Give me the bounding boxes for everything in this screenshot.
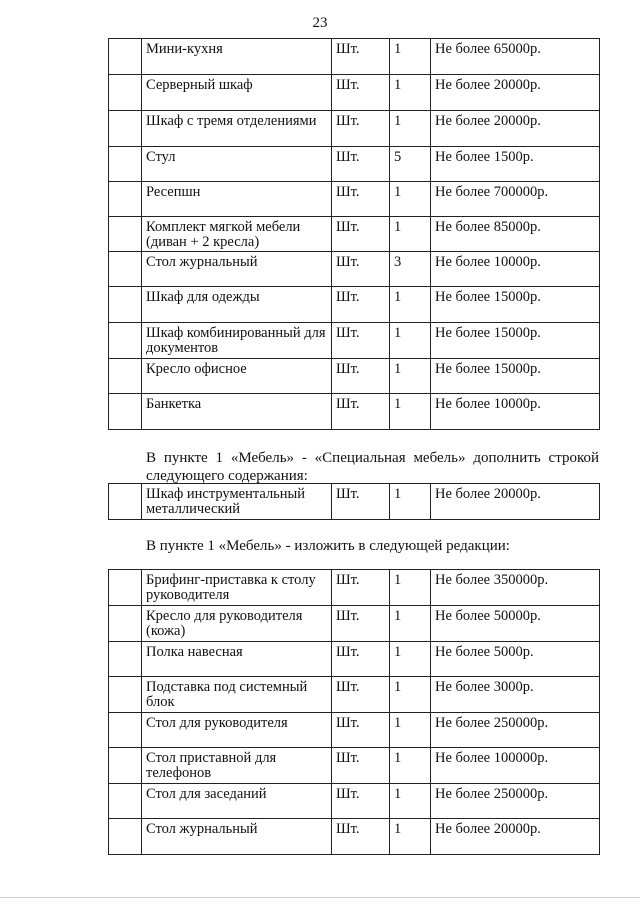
table-row	[109, 819, 600, 855]
item-quantity: 1	[390, 484, 431, 520]
table-row	[109, 217, 600, 252]
table-row	[109, 784, 600, 819]
item-unit: Шт.	[332, 287, 390, 323]
item-name: Серверный шкаф	[142, 75, 332, 111]
table-row	[109, 252, 600, 287]
item-price: Не более 20000р.	[431, 484, 600, 520]
table-row	[109, 570, 600, 606]
table-row	[109, 359, 600, 394]
index-cell	[109, 394, 142, 430]
item-price: Не более 15000р.	[431, 287, 600, 323]
table-row	[109, 39, 600, 75]
item-quantity: 1	[390, 75, 431, 111]
item-name: Стол для заседаний	[142, 784, 332, 819]
paragraph-text: В пункте 1 «Мебель» - «Специальная мебель» дополнить строкой следующего содержания:	[146, 450, 599, 484]
table-row	[109, 713, 600, 748]
item-price: Не более 250000р.	[431, 784, 600, 819]
item-unit: Шт.	[332, 252, 390, 287]
item-quantity: 1	[390, 323, 431, 359]
item-quantity: 1	[390, 819, 431, 855]
paragraph-special-furniture	[108, 449, 599, 485]
item-name: Мини-кухня	[142, 39, 332, 75]
scan-edge-divider	[0, 897, 640, 898]
item-quantity: 1	[390, 394, 431, 430]
index-cell	[109, 359, 142, 394]
table-row	[109, 484, 600, 520]
table-row	[109, 182, 600, 217]
item-price: Не более 20000р.	[431, 111, 600, 147]
item-unit: Шт.	[332, 217, 390, 252]
index-cell	[109, 606, 142, 642]
item-unit: Шт.	[332, 642, 390, 677]
index-cell	[109, 287, 142, 323]
item-price: Не более 100000р.	[431, 748, 600, 784]
item-unit: Шт.	[332, 147, 390, 182]
item-price: Не более 50000р.	[431, 606, 600, 642]
item-unit: Шт.	[332, 323, 390, 359]
item-quantity: 1	[390, 217, 431, 252]
item-price: Не более 1500р.	[431, 147, 600, 182]
item-unit: Шт.	[332, 39, 390, 75]
item-name: Стол журнальный	[142, 819, 332, 855]
index-cell	[109, 111, 142, 147]
item-unit: Шт.	[332, 75, 390, 111]
table-row	[109, 323, 600, 359]
item-quantity: 1	[390, 287, 431, 323]
item-name: Стол приставной для телефонов	[142, 748, 332, 784]
item-price: Не более 20000р.	[431, 819, 600, 855]
index-cell	[109, 39, 142, 75]
item-quantity: 1	[390, 570, 431, 606]
item-price: Не более 15000р.	[431, 323, 600, 359]
furniture-table-2	[108, 483, 600, 520]
item-quantity: 1	[390, 784, 431, 819]
item-price: Не более 700000р.	[431, 182, 600, 217]
item-quantity: 1	[390, 748, 431, 784]
furniture-table-3	[108, 569, 600, 855]
item-name: Подставка под системный блок	[142, 677, 332, 713]
item-quantity: 1	[390, 642, 431, 677]
item-unit: Шт.	[332, 394, 390, 430]
index-cell	[109, 570, 142, 606]
item-quantity: 1	[390, 111, 431, 147]
item-name: Стол для руководителя	[142, 713, 332, 748]
item-name: Шкаф с тремя отделениями	[142, 111, 332, 147]
index-cell	[109, 784, 142, 819]
item-quantity: 1	[390, 182, 431, 217]
item-price: Не более 10000р.	[431, 252, 600, 287]
item-quantity: 1	[390, 359, 431, 394]
item-name: Шкаф для одежды	[142, 287, 332, 323]
item-unit: Шт.	[332, 484, 390, 520]
item-name: Кресло офисное	[142, 359, 332, 394]
table-row	[109, 748, 600, 784]
item-name: Шкаф инструментальный металлический	[142, 484, 332, 520]
table-row	[109, 147, 600, 182]
item-unit: Шт.	[332, 713, 390, 748]
item-name: Шкаф комбинированный для документов	[142, 323, 332, 359]
item-name: Банкетка	[142, 394, 332, 430]
item-name: Кресло для руководителя (кожа)	[142, 606, 332, 642]
item-price: Не более 350000р.	[431, 570, 600, 606]
index-cell	[109, 819, 142, 855]
item-price: Не более 5000р.	[431, 642, 600, 677]
item-price: Не более 15000р.	[431, 359, 600, 394]
item-unit: Шт.	[332, 359, 390, 394]
item-name: Комплект мягкой мебели (диван + 2 кресла)	[142, 217, 332, 252]
index-cell	[109, 713, 142, 748]
item-unit: Шт.	[332, 570, 390, 606]
item-unit: Шт.	[332, 182, 390, 217]
item-unit: Шт.	[332, 819, 390, 855]
item-unit: Шт.	[332, 748, 390, 784]
furniture-table-1	[108, 38, 600, 430]
item-price: Не более 3000р.	[431, 677, 600, 713]
item-price: Не более 85000р.	[431, 217, 600, 252]
item-quantity: 1	[390, 677, 431, 713]
item-price: Не более 250000р.	[431, 713, 600, 748]
item-name: Полка навесная	[142, 642, 332, 677]
item-unit: Шт.	[332, 111, 390, 147]
item-unit: Шт.	[332, 784, 390, 819]
table-row	[109, 75, 600, 111]
index-cell	[109, 182, 142, 217]
table-row	[109, 394, 600, 430]
index-cell	[109, 642, 142, 677]
item-quantity: 1	[390, 713, 431, 748]
page-number: 23	[312, 15, 328, 31]
paragraph-text: В пункте 1 «Мебель» - изложить в следующей редакции:	[146, 538, 510, 554]
item-price: Не более 10000р.	[431, 394, 600, 430]
index-cell	[109, 147, 142, 182]
item-quantity: 5	[390, 147, 431, 182]
table-row	[109, 111, 600, 147]
table-row	[109, 677, 600, 713]
item-price: Не более 65000р.	[431, 39, 600, 75]
table-row	[109, 287, 600, 323]
index-cell	[109, 748, 142, 784]
item-unit: Шт.	[332, 606, 390, 642]
item-name: Брифинг-приставка к столу руководителя	[142, 570, 332, 606]
paragraph-furniture-revision	[108, 537, 599, 555]
item-quantity: 1	[390, 39, 431, 75]
index-cell	[109, 677, 142, 713]
table-row	[109, 642, 600, 677]
item-name: Стул	[142, 147, 332, 182]
item-quantity: 1	[390, 606, 431, 642]
index-cell	[109, 75, 142, 111]
table-row	[109, 606, 600, 642]
index-cell	[109, 323, 142, 359]
item-quantity: 3	[390, 252, 431, 287]
item-price: Не более 20000р.	[431, 75, 600, 111]
item-name: Ресепшн	[142, 182, 332, 217]
item-unit: Шт.	[332, 677, 390, 713]
index-cell	[109, 484, 142, 520]
item-name: Стол журнальный	[142, 252, 332, 287]
index-cell	[109, 217, 142, 252]
index-cell	[109, 252, 142, 287]
